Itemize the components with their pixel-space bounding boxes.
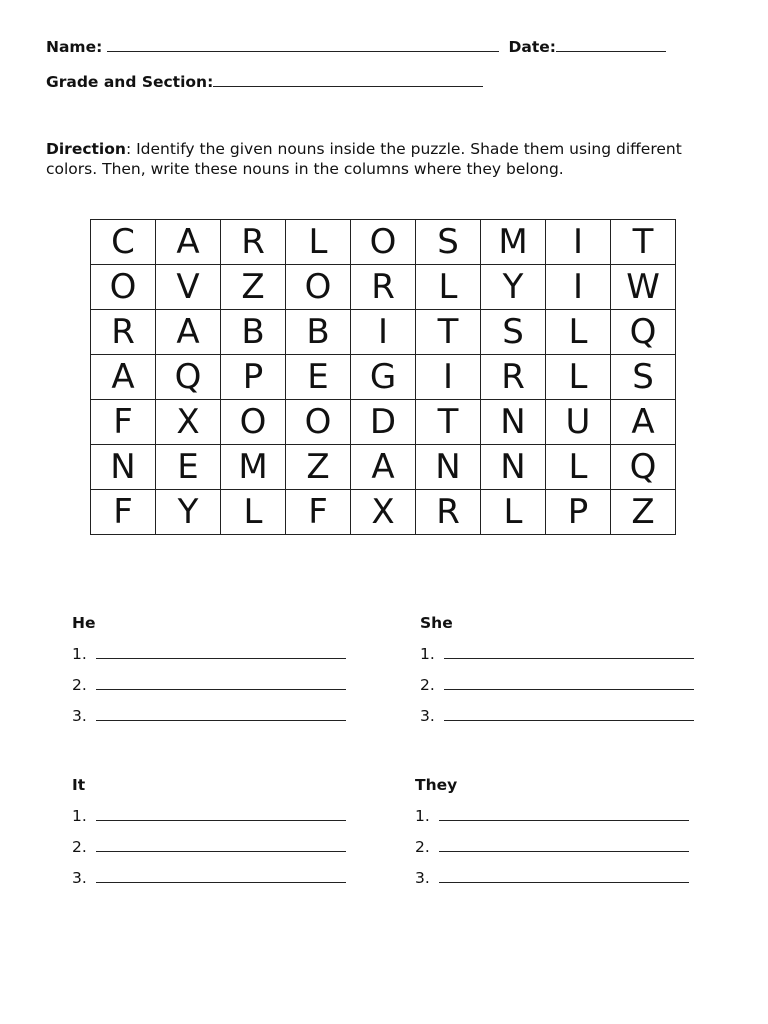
puzzle-cell[interactable]: O	[351, 220, 416, 265]
puzzle-cell[interactable]: N	[91, 445, 156, 490]
puzzle-cell[interactable]: X	[351, 490, 416, 535]
puzzle-cell[interactable]: O	[221, 400, 286, 445]
answer-line[interactable]	[96, 839, 346, 852]
puzzle-cell[interactable]: D	[351, 400, 416, 445]
answer-line[interactable]	[96, 677, 346, 690]
column-they	[415, 776, 689, 887]
puzzle-cell[interactable]: A	[156, 310, 221, 355]
answer-item: 2.	[72, 838, 346, 856]
puzzle-cell[interactable]: P	[546, 490, 611, 535]
puzzle-cell[interactable]: M	[481, 220, 546, 265]
date-field[interactable]	[556, 37, 666, 52]
puzzle-cell[interactable]: C	[91, 220, 156, 265]
puzzle-row	[91, 220, 676, 265]
puzzle-cell[interactable]: I	[351, 310, 416, 355]
puzzle-cell[interactable]: X	[156, 400, 221, 445]
column-she	[420, 614, 694, 725]
name-colon: :	[96, 38, 103, 56]
puzzle-cell[interactable]: L	[416, 265, 481, 310]
name-row	[46, 37, 666, 56]
puzzle-cell[interactable]: R	[481, 355, 546, 400]
puzzle-cell[interactable]: L	[286, 220, 351, 265]
puzzle-cell[interactable]: Z	[286, 445, 351, 490]
answer-item: 3.	[72, 707, 346, 725]
puzzle-row	[91, 355, 676, 400]
answer-item: 1.	[415, 807, 689, 825]
puzzle-cell[interactable]: L	[546, 445, 611, 490]
puzzle-cell[interactable]: Q	[611, 310, 676, 355]
answer-line[interactable]	[444, 677, 694, 690]
puzzle-cell[interactable]: G	[351, 355, 416, 400]
puzzle-cell[interactable]: V	[156, 265, 221, 310]
answer-item: 2.	[415, 838, 689, 856]
answer-item: 2.	[420, 676, 694, 694]
direction-text: : Identify the given nouns inside the puzzle. Shade them using different colors. Then, write these nouns in the columns where they belong.	[46, 140, 682, 178]
puzzle-cell[interactable]: A	[91, 355, 156, 400]
answer-line[interactable]	[96, 708, 346, 721]
answer-line[interactable]	[96, 808, 346, 821]
answer-item: 1.	[72, 645, 346, 663]
name-field[interactable]	[107, 37, 499, 52]
puzzle-cell[interactable]: A	[351, 445, 416, 490]
puzzle-cell[interactable]: N	[481, 400, 546, 445]
puzzle-cell[interactable]: F	[286, 490, 351, 535]
puzzle-cell[interactable]: A	[611, 400, 676, 445]
grade-colon: :	[207, 73, 214, 91]
answer-line[interactable]	[96, 646, 346, 659]
puzzle-cell[interactable]: B	[221, 310, 286, 355]
puzzle-row	[91, 310, 676, 355]
puzzle-cell[interactable]: R	[416, 490, 481, 535]
puzzle-cell[interactable]: L	[546, 355, 611, 400]
puzzle-cell[interactable]: O	[286, 400, 351, 445]
answer-item: 3.	[420, 707, 694, 725]
puzzle-cell[interactable]: N	[481, 445, 546, 490]
puzzle-cell[interactable]: A	[156, 220, 221, 265]
puzzle-cell[interactable]: Y	[156, 490, 221, 535]
puzzle-cell[interactable]: P	[221, 355, 286, 400]
puzzle-cell[interactable]: N	[416, 445, 481, 490]
puzzle-cell[interactable]: T	[611, 220, 676, 265]
answer-item: 2.	[72, 676, 346, 694]
puzzle-cell[interactable]: Q	[611, 445, 676, 490]
puzzle-cell[interactable]: T	[416, 400, 481, 445]
column-title: He	[72, 614, 96, 632]
puzzle-cell[interactable]: Z	[221, 265, 286, 310]
grade-label: Grade and Section	[46, 73, 208, 91]
name-label: Name	[46, 38, 97, 56]
column-title: She	[420, 614, 453, 632]
puzzle-cell[interactable]: T	[416, 310, 481, 355]
answer-line[interactable]	[96, 870, 346, 883]
word-search-grid	[90, 219, 676, 535]
answer-item: 1.	[72, 807, 346, 825]
puzzle-cell[interactable]: Z	[611, 490, 676, 535]
puzzle-cell[interactable]: E	[286, 355, 351, 400]
answer-item: 3.	[72, 869, 346, 887]
puzzle-cell[interactable]: I	[416, 355, 481, 400]
column-title: They	[415, 776, 458, 794]
direction-paragraph	[46, 139, 706, 179]
puzzle-cell[interactable]: I	[546, 220, 611, 265]
column-title: It	[72, 776, 86, 794]
direction-label: Direction	[46, 140, 126, 158]
answer-line[interactable]	[444, 646, 694, 659]
puzzle-cell[interactable]: L	[546, 310, 611, 355]
answer-line[interactable]	[444, 708, 694, 721]
puzzle-cell[interactable]: W	[611, 265, 676, 310]
puzzle-cell[interactable]: R	[221, 220, 286, 265]
grade-field[interactable]	[213, 72, 483, 87]
puzzle-cell[interactable]: B	[286, 310, 351, 355]
puzzle-cell[interactable]: L	[481, 490, 546, 535]
column-it	[72, 776, 346, 887]
puzzle-cell[interactable]: M	[221, 445, 286, 490]
puzzle-cell[interactable]: Y	[481, 265, 546, 310]
puzzle-cell[interactable]: E	[156, 445, 221, 490]
puzzle-row	[91, 490, 676, 535]
answer-line[interactable]	[439, 839, 689, 852]
puzzle-cell[interactable]: S	[481, 310, 546, 355]
puzzle-cell[interactable]: I	[546, 265, 611, 310]
answer-item: 3.	[415, 869, 689, 887]
puzzle-cell[interactable]: F	[91, 400, 156, 445]
puzzle-cell[interactable]: S	[416, 220, 481, 265]
date-label: Date:	[508, 38, 556, 56]
puzzle-cell[interactable]: Q	[156, 355, 221, 400]
grade-row	[46, 72, 483, 91]
puzzle-row	[91, 445, 676, 490]
answer-line[interactable]	[439, 870, 689, 883]
puzzle-cell[interactable]: U	[546, 400, 611, 445]
puzzle-cell[interactable]: S	[611, 355, 676, 400]
puzzle-cell[interactable]: R	[91, 310, 156, 355]
puzzle-cell[interactable]: O	[91, 265, 156, 310]
puzzle-row	[91, 400, 676, 445]
puzzle-cell[interactable]: F	[91, 490, 156, 535]
puzzle-row	[91, 265, 676, 310]
puzzle-cell[interactable]: O	[286, 265, 351, 310]
column-he	[72, 614, 346, 725]
puzzle-cell[interactable]: R	[351, 265, 416, 310]
answer-item: 1.	[420, 645, 694, 663]
answer-line[interactable]	[439, 808, 689, 821]
puzzle-cell[interactable]: L	[221, 490, 286, 535]
